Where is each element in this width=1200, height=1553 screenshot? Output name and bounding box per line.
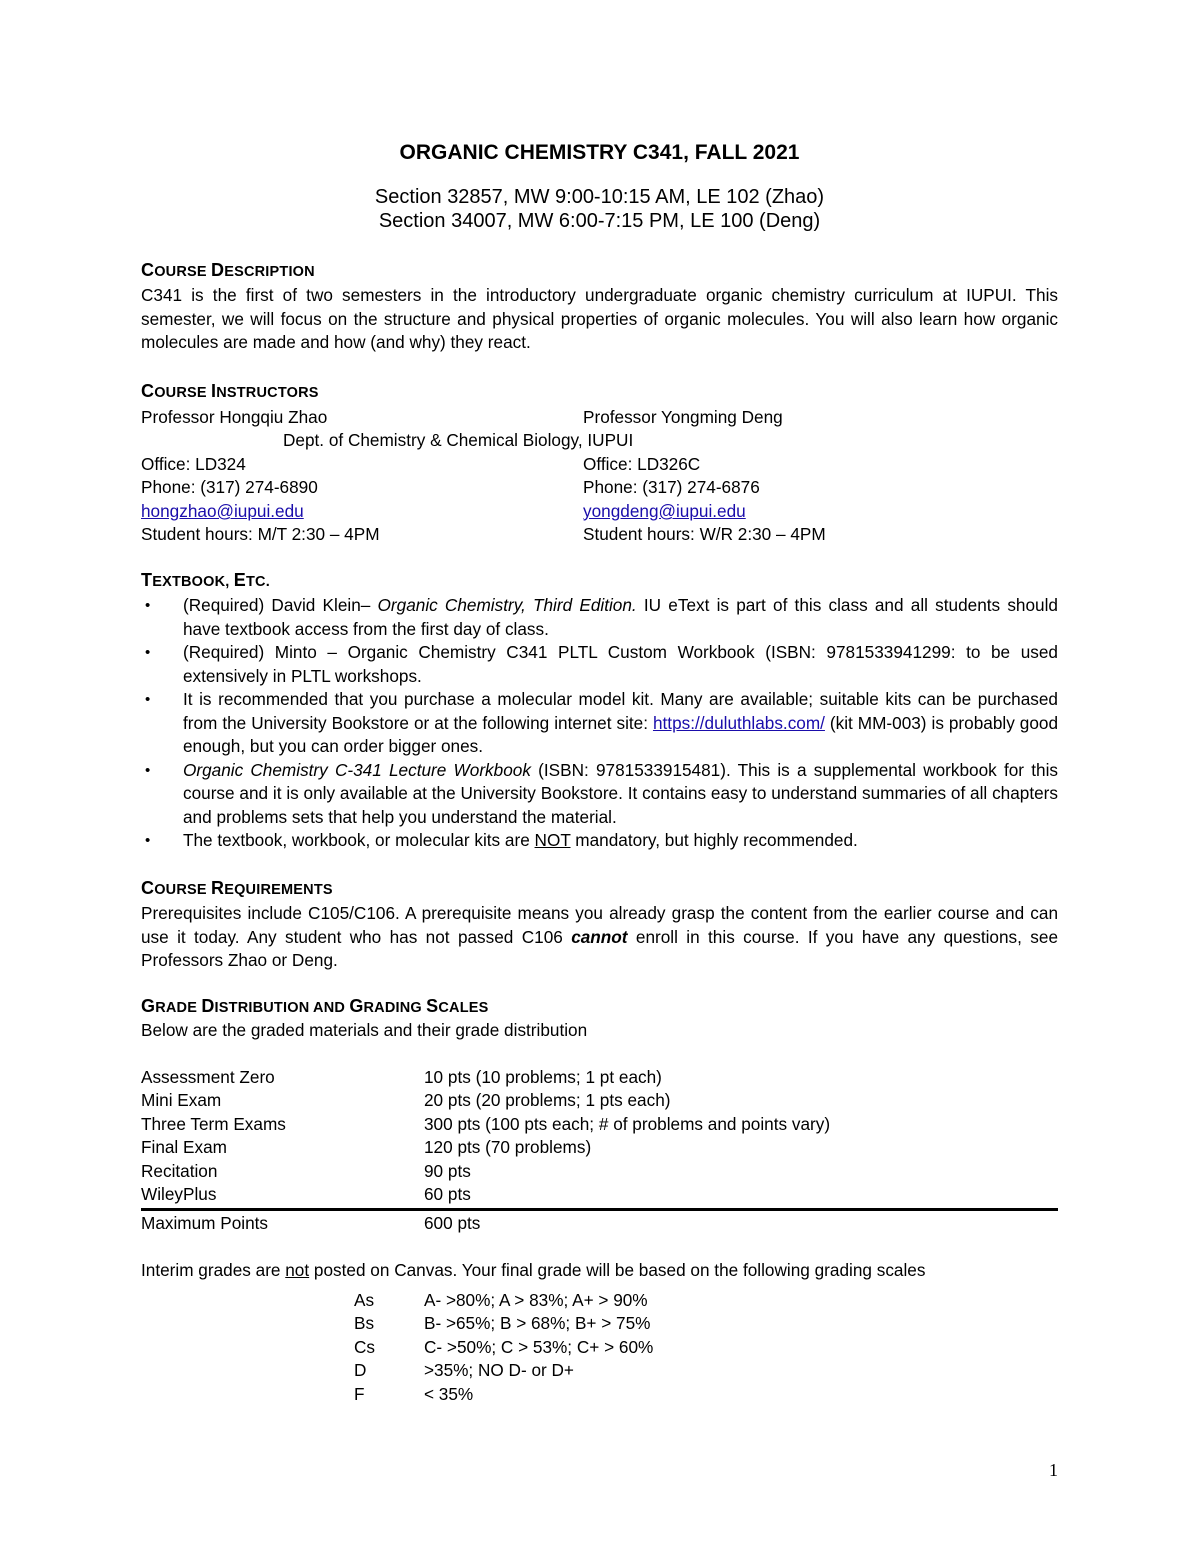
instructor-deng-phone: Phone: (317) 274-6876 [583,477,760,497]
syllabus-page [141,0,1058,1553]
total-divider [141,1208,1058,1211]
instructor-deng-email-link[interactable]: yongdeng@iupui.edu [583,501,746,521]
section-line-2: Section 34007, MW 6:00-7:15 PM, LE 100 (Deng) [378,210,821,232]
heading-course-instructors: COURSE INSTRUCTORS [141,381,319,401]
duluthlabs-link[interactable]: https://duluthlabs.com/ [652,712,825,733]
instructor-deng-office: Office: LD326C [583,454,701,474]
list-item: • (Required) David Klein– Organic Chemistry, Third Edition. IU eText is part of this class and all students should have textbook access from the first day of class. [145,595,1058,639]
instructor-zhao-phone: Phone: (317) 274-6890 [141,477,318,497]
scale-row: D >35%; NO D- or D+ [354,1360,574,1380]
requirements-text: Prerequisites include C105/C106. A prerequisite means you already grasp the content from the earlier course and can use it today. Any student who has not passed C106 cannot enroll in this course. If you have any questions, see Professors Zhao or Deng. [141,903,1058,970]
table-row: WileyPlus 60 pts [141,1184,471,1204]
bullet-icon: • [145,691,151,708]
textbook-list [141,594,1058,853]
instructor-zhao-email-link[interactable]: hongzhao@iupui.edu [141,501,304,521]
instructor-dept: Dept. of Chemistry & Chemical Biology, IUPUI [283,430,634,450]
heading-course-requirements: COURSE REQUIREMENTS [141,878,333,898]
total-row: Maximum Points 600 pts [141,1213,481,1233]
instructor-deng-name: Professor Yongming Deng [583,407,783,427]
list-item: • The textbook, workbook, or molecular kits are NOT mandatory, but highly recommended. [141,829,1058,853]
interim-note: Interim grades are not posted on Canvas. Your final grade will be based on the following grading scales [141,1260,926,1280]
page-title: ORGANIC CHEMISTRY C341, FALL 2021 [399,141,800,164]
table-row: Mini Exam 20 pts (20 problems; 1 pts each) [141,1090,671,1110]
table-row: Final Exam 120 pts (70 problems) [141,1137,592,1157]
heading-course-description: COURSE DESCRIPTION [141,260,315,280]
table-row: Recitation 90 pts [141,1161,471,1181]
list-item: • It is recommended that you purchase a molecular model kit. Many are available; suitable kits can be purchased from the University Bookstore or at the following internet site: https://duluthlabs.com/ (kit MM-003) is probably good enough, but you can order bigger ones. [145,689,1058,756]
instructor-zhao-hours: Student hours: M/T 2:30 – 4PM [141,524,380,544]
list-item: • Organic Chemistry C-341 Lecture Workbook (ISBN: 9781533915481). This is a supplemental workbook for this course and it is only available at the University Bookstore. It contains easy to understand summaries of all chapters and problems sets that help you understand the material. [145,759,1058,827]
scale-row: As A- >80%; A > 83%; A+ > 90% [354,1290,648,1310]
grading-intro: Below are the graded materials and their grade distribution [141,1020,588,1040]
instructor-deng-hours: Student hours: W/R 2:30 – 4PM [583,524,826,544]
scale-row: Bs B- >65%; B > 68%; B+ > 75% [354,1313,651,1333]
scale-row: F < 35% [354,1384,474,1404]
page-number: 1 [1049,1460,1058,1480]
instructor-zhao-office: Office: LD324 [141,454,246,474]
section-line-1: Section 32857, MW 9:00-10:15 AM, LE 102 (Zhao) [374,186,825,208]
course-description-text: C341 is the first of two semesters in the introductory undergraduate organic chemistry curriculum at IUPUI. This semester, we will focus on the structure and physical properties of organic molecules. You will also learn how organic molecules are made and how (and why) they react. [141,285,1058,352]
table-row: Assessment Zero 10 pts (10 problems; 1 pt each) [141,1067,662,1087]
bullet-icon: • [145,644,151,661]
scale-row: Cs C- >50%; C > 53%; C+ > 60% [354,1337,654,1357]
table-row: Three Term Exams 300 pts (100 pts each; # of problems and points vary) [141,1114,831,1134]
bullet-icon: • [145,597,151,614]
list-item: • (Required) Minto – Organic Chemistry C341 PLTL Custom Workbook (ISBN: 9781533941299: to be used extensively in PLTL workshops. [145,642,1058,686]
heading-grade-distribution: GRADE DISTRIBUTION AND GRADING SCALES [141,996,489,1016]
instructor-zhao-name: Professor Hongqiu Zhao [141,407,328,427]
bullet-icon: • [145,832,151,849]
heading-textbook: TEXTBOOK, ETC. [141,570,270,590]
bullet-icon: • [145,761,151,779]
